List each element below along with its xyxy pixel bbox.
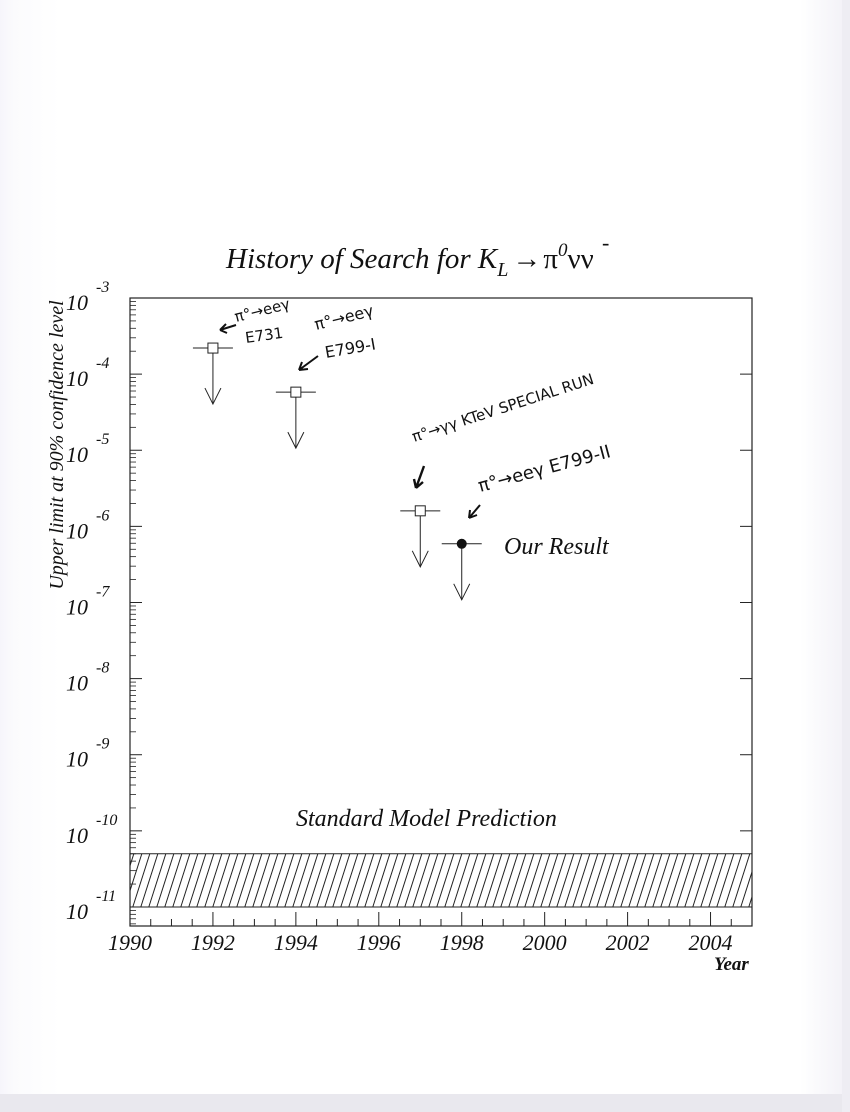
y-tick-label-exponent: -6 [96,507,110,525]
band-hatch-line [341,854,358,907]
band-hatch-line [317,854,334,907]
band-hatch-line [749,854,766,907]
title-nu: νν [567,243,594,275]
band-hatch-line [533,854,550,907]
band-hatch-line [293,854,310,907]
band-hatch-line [525,854,542,907]
band-hatch-line [213,854,230,907]
band-hatch-line [165,854,182,907]
band-hatch-line [741,854,758,907]
y-tick-label-exponent: -7 [96,583,110,601]
band-hatch-line [421,854,438,907]
annotation-e799i-decay: π°→eeγ [312,300,376,334]
band-hatch-line [549,854,566,907]
band-hatch-line [453,854,470,907]
x-tick-label: 2000 [522,930,567,955]
y-tick-label-exponent: -10 [96,811,118,829]
band-hatch-line [445,854,462,907]
band-hatch-line [125,854,142,907]
band-hatch-line [461,854,478,907]
band-hatch-line [309,854,326,907]
band-hatch-line [645,854,662,907]
band-hatch-line [637,854,654,907]
band-hatch-line [245,854,262,907]
y-tick-label-base: 10 [66,290,88,315]
x-axis [108,912,752,955]
y-tick-label-base: 10 [66,898,88,924]
band-hatch-line [373,854,390,907]
y-tick-label-exponent: -9 [96,735,110,753]
band-hatch-line [509,854,526,907]
band-hatch-line [333,854,350,907]
point-marker-square [291,387,301,397]
band-hatch-line [541,854,558,907]
band-hatch-line [733,854,750,907]
point-marker-circle [457,539,467,549]
x-tick-label: 2004 [688,930,733,955]
band-hatch-line [477,854,494,907]
band-hatch-line [173,854,190,907]
handwritten-annotations [220,295,613,518]
band-hatch-line [677,854,694,907]
band-hatch-line [613,854,630,907]
band-hatch-line [189,854,206,907]
point-marker-square [415,506,425,516]
title-main: History of Search for K [226,243,498,275]
standard-model-band [77,854,774,907]
band-hatch-line [413,854,430,907]
band-hatch-line [205,854,222,907]
band-hatch-line [197,854,214,907]
x-tick-label: 1996 [356,930,401,955]
band-hatch-line [149,854,166,907]
band-hatch-line [669,854,686,907]
band-hatch-line [253,854,270,907]
band-hatch-line [653,854,670,907]
y-tick-label-base: 10 [66,518,88,544]
band-hatch-line [605,854,622,907]
y-tick-label-exponent: -3 [96,279,110,296]
band-hatch-line [685,854,702,907]
annotation-e799ii-arrow [469,505,480,518]
band-hatch-line [557,854,574,907]
band-hatch-line [493,854,510,907]
band-hatch-line [717,854,734,907]
data-point [193,343,233,404]
y-tick-label-base: 10 [66,822,88,848]
annotation-e731-decay: π°→eeγ [232,294,292,326]
band-hatch-line [661,854,678,907]
data-points [193,343,482,600]
title-pi: π [543,243,558,275]
band-hatch-line [429,854,446,907]
band-hatch-line [349,854,366,907]
band-hatch-line [621,854,638,907]
band-hatch-line [357,854,374,907]
band-hatch-line [701,854,718,907]
band-hatch-line [485,854,502,907]
band-hatch-line [381,854,398,907]
band-hatch-line [589,854,606,907]
title-arrow: → [512,243,542,275]
annotation-ktev: π°→γγ KTeV SPECIAL RUN [409,369,597,446]
y-axis-label: Upper limit at 90% confidence level [46,300,68,590]
annotation-e731-name: E731 [244,323,285,347]
band-hatch-line [629,854,646,907]
band-hatch-line [501,854,518,907]
sm-label: Standard Model Prediction [296,806,557,832]
x-tick-label: 1994 [273,930,318,955]
band-hatch-line [469,854,486,907]
y-tick-label-exponent: -8 [96,659,110,677]
our-result-label: Our Result [504,534,609,560]
chart-title [225,240,594,281]
y-tick-label-base: 10 [66,746,88,772]
annotation-e799i-name: E799-I [323,334,378,362]
annotation-e731-arrow [220,324,236,333]
band-hatch-line [277,854,294,907]
y-tick-label-exponent: -4 [96,355,110,373]
y-tick-label-base: 10 [66,442,88,468]
band-hatch-line [693,854,710,907]
annotation-e799ii: π°→eeγ E799-II [475,441,613,497]
band-hatch-line [229,854,246,907]
band-hatch-line [141,854,158,907]
band-hatch-line [221,854,238,907]
y-tick-label-base: 10 [66,366,88,392]
band-hatch-line [389,854,406,907]
band-hatch-line [757,854,774,907]
band-hatch-line [365,854,382,907]
data-point [400,506,440,567]
x-axis-label: Year [714,954,749,975]
band-hatch-line [573,854,590,907]
band-hatch-line [405,854,422,907]
band-hatch-line [709,854,726,907]
point-marker-square [208,343,218,353]
annotation-e799i-arrow [299,356,318,370]
band-hatch-line [133,854,150,907]
band-hatch-line [261,854,278,907]
band-hatch-line [517,854,534,907]
band-hatch-line [237,854,254,907]
y-tick-label-exponent: -11 [96,887,117,905]
band-hatch-line [181,854,198,907]
data-point [442,539,482,600]
band-hatch-line [597,854,614,907]
band-hatch-line [269,854,286,907]
band-hatch-line [301,854,318,907]
band-hatch-line [325,854,342,907]
x-tick-label: 1990 [108,930,152,955]
band-hatch-line [157,854,174,907]
band-hatch-line [565,854,582,907]
title-subscript: L [497,259,509,281]
band-hatch-line [117,854,134,907]
y-tick-label-exponent: -5 [96,431,110,449]
band-hatch-line [397,854,414,907]
title-antineutrino-bar: - [602,230,610,255]
x-tick-label: 2002 [605,930,650,955]
data-point [276,387,316,448]
y-tick-label-base: 10 [66,594,88,620]
x-tick-label: 1992 [190,930,235,955]
band-hatch-line [285,854,302,907]
band-hatch-line [725,854,742,907]
title-superscript: 0 [557,240,568,261]
x-tick-label: 1998 [439,930,484,955]
band-hatch-line [581,854,598,907]
annotation-ktev-arrow [414,466,424,488]
band-hatch-line [437,854,454,907]
y-tick-label-base: 10 [66,670,88,696]
